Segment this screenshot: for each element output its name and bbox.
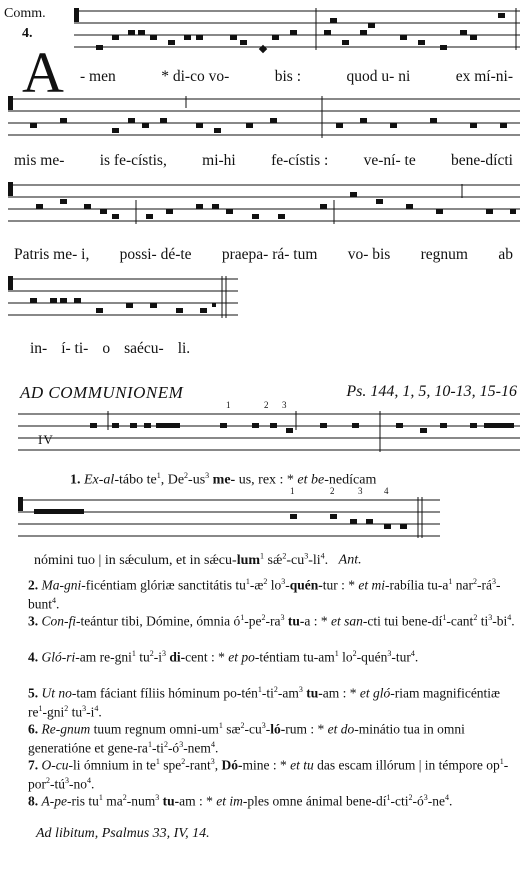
- staff-2: [0, 92, 527, 152]
- lyric-line-4: [30, 340, 513, 358]
- accent-mark: 2: [330, 486, 335, 496]
- verse-6: 6. Re-gnum tuum regnum omni-$um^1$ $sæ^2-cu^3-ló$-rum : * et do-minátio tua in omni generatióne et gene-$ra^1-ti^2-ó^3-nem^4$.: [28, 721, 465, 755]
- lyric-line-3: [14, 246, 513, 264]
- syllable: fe-cístis :: [271, 152, 329, 169]
- syllable: quod u- ni: [346, 68, 411, 85]
- syllable: bis :: [274, 68, 302, 85]
- verse-5: 5. Ut no-tam fáciant fíliis hóminum $po-tén^1-ti^2-am^3$ tu-am : * et gló-riam magnificéntiæ $re^1-gni^2$ $tu^3-i^4$.: [28, 685, 501, 719]
- accent-mark: 3: [282, 400, 287, 410]
- syllable: mi-hi: [202, 152, 236, 169]
- syllable: mis me-: [14, 152, 65, 169]
- accent-mark: 4: [384, 486, 389, 496]
- ad-libitum-note: Ad libitum, Psalmus 33, IV, 14.: [36, 826, 210, 841]
- chant-label: Comm.: [4, 6, 46, 21]
- syllable: possi- dé-te: [119, 246, 192, 263]
- initial-letter: A: [22, 40, 64, 105]
- syllable: * di-co vo-: [161, 68, 230, 85]
- syllable: ex mí-ni-: [455, 68, 513, 85]
- staff-3: [0, 178, 527, 238]
- accent-mark: 3: [358, 486, 363, 496]
- verse-4: 4. Gló-ri-am re-gni$^1$ $tu^2-i^3$ di-cent : * et po-téntiam $tu-am^1$ $lo^2-quén^3-tur^4$.: [28, 649, 419, 665]
- syllable: Patris me- i,: [14, 246, 90, 263]
- verse-7: 7. O-cu-li ómnium in $te^1$ spe$^2$-rant$^3$, Dó-mine : * et tu das escam illórum | in témpore $op^1-por^2-tú^3-no^4$.: [28, 757, 509, 791]
- syllable: ab: [498, 246, 513, 263]
- syllable: í- ti-: [61, 340, 89, 357]
- syllable: vo- bis: [347, 246, 391, 263]
- antiphon-cue: Ant.: [338, 552, 362, 568]
- syllable: regnum: [420, 246, 468, 263]
- psalm-reference: Ps. 144, 1, 5, 10-13, 15-16: [346, 383, 517, 400]
- syllable: bene-dícti: [451, 152, 513, 169]
- verse-2: 2. Ma-gni-ficéntiam glóriæ sanctitátis $tu^1-æ^2$ $lo^3-quén$-tur : * et mi-rabília $tu-a^1$ $nar^2-rá^3-bunt^4$.: [28, 577, 501, 611]
- psalm-tone-mode: IV: [38, 432, 54, 447]
- psalm-tone-staff-2: [0, 496, 527, 546]
- staff-1: [0, 4, 527, 64]
- section-heading: AD COMMUNIONEM: [20, 383, 184, 402]
- syllable: o: [102, 340, 111, 357]
- accent-mark: 2: [264, 400, 269, 410]
- staff-4: [0, 272, 527, 332]
- accent-mark: 1: [290, 486, 295, 496]
- verse-1: 1. Ex-al-tábo $te^1$, $De^2-us^3$ me- us, rex : * et be-nedícam: [70, 471, 377, 488]
- syllable: in-: [30, 340, 48, 357]
- syllable: li.: [177, 340, 191, 357]
- syllable: praepa- rá- tum: [221, 246, 318, 263]
- syllable: saécu-: [124, 340, 164, 357]
- lyric-line-1: [80, 68, 513, 86]
- lyric-line-2: [14, 152, 513, 170]
- syllable: is fe-cístis,: [99, 152, 167, 169]
- verse-8: 8. A-pe-ris $tu^1$ $ma^2-num^3$ tu-am : * et im-ples omne ánimal bene-$dí^1-cti^2-ó^3-ne^4$.: [28, 793, 453, 809]
- syllable: ve-ní- te: [363, 152, 416, 169]
- psalm-tone-staff-1: [0, 410, 527, 460]
- syllable: - men: [80, 68, 116, 85]
- accent-mark: 1: [226, 400, 231, 410]
- mode-number: 4.: [22, 26, 33, 41]
- verse-3: 3. Con-fi-teántur tibi, Dómine, ómnia $ó^1-pe^2-ra^3$ tu-a : * et san-cti tui bene-$dí^1-cant^2$ $ti^3-bi^4$.: [28, 613, 515, 629]
- verse-1-ending: nómini tuo | in sǽculum, et in sǽcu-lum$^1$ $sǽ^2-cu^3-li^4$. Ant.: [34, 551, 362, 568]
